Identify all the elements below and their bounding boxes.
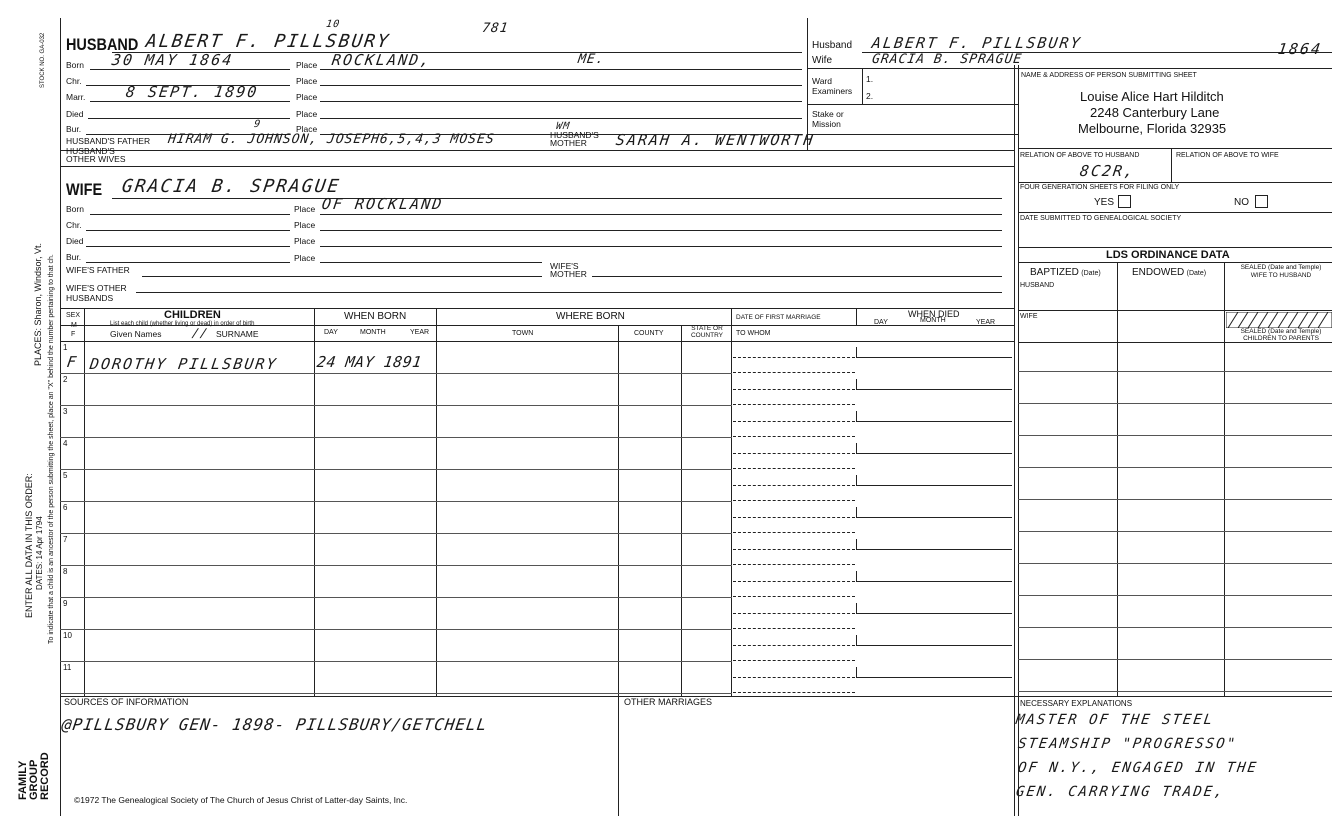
ward-label: Ward bbox=[812, 76, 832, 86]
relation-husband-label: RELATION OF ABOVE TO HUSBAND bbox=[1020, 152, 1140, 159]
date-submitted-label: DATE SUBMITTED TO GENEALOGICAL SOCIETY bbox=[1020, 215, 1182, 222]
day-label: DAY bbox=[324, 329, 338, 336]
state-label: STATE OR COUNTRY bbox=[690, 325, 724, 339]
other-wives-label: HUSBAND'S OTHER WIVES bbox=[66, 146, 126, 164]
husband-born-place: ROCKLAND, bbox=[330, 51, 433, 69]
child-row-divider bbox=[60, 405, 732, 406]
where-born-label: WHERE BORN bbox=[556, 311, 625, 322]
ordinance-row-line bbox=[1018, 691, 1332, 692]
wife-other-husbands-label: WIFE'S OTHER HUSBANDS bbox=[66, 283, 127, 303]
bur-label: Bur. bbox=[66, 124, 82, 134]
to-whom-line bbox=[733, 564, 855, 565]
endowed-label bbox=[1132, 267, 1206, 279]
sex-label: SEX bbox=[66, 312, 81, 319]
wife-born-place: OF ROCKLAND bbox=[320, 195, 445, 213]
died-line bbox=[856, 357, 1012, 358]
to-whom-line bbox=[733, 468, 855, 469]
four-gen-label: FOUR GENERATION SHEETS FOR FILING ONLY bbox=[1020, 184, 1180, 191]
died-line bbox=[856, 389, 1012, 390]
rp-husband-year: 1864 bbox=[1276, 40, 1324, 58]
relation-husband-value: 8C2R, bbox=[1078, 162, 1137, 180]
husband-born-date: 30 MAY 1864 bbox=[110, 51, 235, 69]
husband-name: ALBERT F. PILLSBURY bbox=[144, 31, 392, 52]
to-whom-line bbox=[733, 692, 855, 693]
ordinance-row-line bbox=[1018, 595, 1332, 596]
submitter-name: Louise Alice Hart Hilditch bbox=[1080, 89, 1224, 104]
wife-died-label: Died bbox=[66, 236, 84, 246]
yes-label: YES bbox=[1094, 197, 1115, 208]
husband-code: 781 bbox=[481, 21, 510, 36]
to-whom-line bbox=[733, 596, 855, 597]
endowed-date-sub: (Date) bbox=[1186, 270, 1207, 277]
wife-place-label: Place bbox=[294, 220, 316, 230]
enter-all-note: ENTER ALL DATA IN THIS ORDER: bbox=[24, 473, 34, 618]
child-row-divider bbox=[60, 469, 732, 470]
wife-born-label: Born bbox=[66, 204, 84, 214]
examiners-label: Examiners bbox=[812, 86, 853, 96]
wife-row-label: WIFE bbox=[1020, 313, 1038, 320]
marriage-date-line bbox=[733, 517, 855, 518]
child-row-divider bbox=[60, 501, 732, 502]
child-number: 9 bbox=[63, 599, 68, 608]
died-line bbox=[856, 421, 1012, 422]
child-row-divider bbox=[60, 533, 732, 534]
child-row-divider bbox=[60, 373, 732, 374]
child-number: 11 bbox=[63, 663, 72, 672]
place-label: Place bbox=[296, 109, 318, 119]
other-marriages-label: OTHER MARRIAGES bbox=[624, 697, 713, 707]
born-label: Born bbox=[66, 60, 84, 70]
county-label: COUNTY bbox=[634, 330, 664, 337]
explanation-line-4: GEN. CARRYING TRADE, bbox=[1014, 784, 1226, 800]
explanations-label: NECESSARY EXPLANATIONS bbox=[1020, 699, 1133, 708]
rp-wife-label: Wife bbox=[812, 55, 832, 66]
sealed-hatch bbox=[1226, 312, 1332, 328]
sources-text: @PILLSBURY GEN- 1898- PILLSBURY/GETCHELL bbox=[60, 715, 489, 734]
place-label: Place bbox=[296, 60, 318, 70]
marriage-date: 8 SEPT. 1890 bbox=[124, 83, 260, 101]
died-line bbox=[856, 677, 1012, 678]
ordinance-row-line bbox=[1018, 563, 1332, 564]
died-line bbox=[856, 613, 1012, 614]
chr-label: Chr. bbox=[66, 76, 82, 86]
town-label: TOWN bbox=[512, 330, 534, 337]
to-whom-line bbox=[733, 660, 855, 661]
died-month-label: MONTH bbox=[920, 317, 946, 324]
ordinance-row-line bbox=[1018, 627, 1332, 628]
submitter-label: NAME & ADDRESS OF PERSON SUBMITTING SHEET bbox=[1021, 72, 1197, 79]
surname-label: SURNAME bbox=[216, 329, 259, 339]
died-line bbox=[856, 645, 1012, 646]
husband-label: HUSBAND bbox=[66, 35, 139, 54]
marriage-date-line bbox=[733, 421, 855, 422]
child-row-divider bbox=[60, 693, 732, 694]
explanation-line-2: STEAMSHIP "PROGRESSO" bbox=[1016, 736, 1239, 752]
sex-m-label: M bbox=[71, 322, 77, 329]
submitter-street: 2248 Canterbury Lane bbox=[1090, 105, 1220, 120]
ordinance-row-line bbox=[1018, 467, 1332, 468]
husband-father-name: HIRAM G. JOHNSON, JOSEPH6,5,4,3 MOSES bbox=[167, 132, 496, 147]
baptized-label bbox=[1030, 267, 1101, 279]
marriage-date-line bbox=[733, 581, 855, 582]
baptized-date-sub: (Date) bbox=[1081, 270, 1101, 277]
husband-mother-label: HUSBAND'S MOTHER bbox=[550, 130, 599, 148]
wife-place-label: Place bbox=[294, 236, 316, 246]
to-whom-line bbox=[733, 372, 855, 373]
when-died-label: WHEN DIED bbox=[908, 309, 960, 319]
lds-title: LDS ORDINANCE DATA bbox=[1106, 249, 1230, 261]
marriage-date-line bbox=[733, 613, 855, 614]
ancestor-note: To indicate that a child is an ancestor of the person submitting the sheet, place an "X" behind the number pertaining to that ch. bbox=[48, 254, 55, 644]
rp-wife-name: GRACIA B. SPRAGUE bbox=[871, 52, 1024, 67]
marr-label: Marr. bbox=[66, 92, 86, 102]
month-label: MONTH bbox=[360, 329, 386, 336]
places-note: PLACES: Sharon, Windsor, Vt. bbox=[33, 242, 43, 366]
wife-label: WIFE bbox=[66, 180, 103, 199]
child-row-divider bbox=[60, 597, 732, 598]
marriage-date-line bbox=[733, 485, 855, 486]
dates-note: DATES: 14 Apr 1794 bbox=[35, 516, 44, 590]
wife-chr-label: Chr. bbox=[66, 220, 82, 230]
rp-husband-name: ALBERT F. PILLSBURY bbox=[870, 34, 1083, 52]
yes-checkbox[interactable] bbox=[1118, 195, 1131, 208]
child-sex: F bbox=[65, 353, 80, 371]
child-name: DOROTHY PILLSBURY bbox=[88, 355, 279, 373]
sex-f-label: F bbox=[71, 331, 76, 338]
margin-number: 10 bbox=[325, 19, 341, 30]
marriage-date-line bbox=[733, 677, 855, 678]
year-label: YEAR bbox=[410, 329, 430, 336]
ordinance-row-line bbox=[1018, 403, 1332, 404]
submitter-city: Melbourne, Florida 32935 bbox=[1078, 121, 1227, 136]
died-line bbox=[856, 517, 1012, 518]
child-row-divider bbox=[60, 661, 732, 662]
examiner-1: 1. bbox=[866, 74, 874, 84]
place-label: Place bbox=[296, 76, 318, 86]
died-year-label: YEAR bbox=[976, 319, 996, 326]
place-label: Place bbox=[296, 124, 318, 134]
wife-name: GRACIA B. SPRAGUE bbox=[120, 176, 342, 197]
explanation-line-3: OF N.Y., ENGAGED IN THE bbox=[1016, 760, 1259, 776]
explanation-line-1: MASTER OF THE STEEL bbox=[1014, 712, 1216, 728]
wife-bur-label: Bur. bbox=[66, 252, 82, 262]
ordinance-row-line bbox=[1018, 371, 1332, 372]
examiner-2: 2. bbox=[866, 91, 874, 101]
children-label: CHILDREN bbox=[164, 309, 221, 321]
surname-mark: // bbox=[191, 326, 210, 340]
child-number: 4 bbox=[63, 439, 68, 448]
husband-mother-name: SARAH A. WENTWORTH bbox=[614, 131, 816, 149]
sources-label: SOURCES OF INFORMATION bbox=[64, 697, 189, 707]
endowed-text: ENDOWED bbox=[1132, 267, 1185, 278]
family-group-record-label: FAMILY GROUP RECORD bbox=[17, 752, 51, 800]
to-whom-line bbox=[733, 532, 855, 533]
wife-place-label: Place bbox=[294, 204, 316, 214]
child-number: 10 bbox=[63, 631, 72, 640]
to-whom-line bbox=[733, 404, 855, 405]
to-whom-line bbox=[733, 500, 855, 501]
wife-father-label: WIFE'S FATHER bbox=[66, 265, 130, 275]
children-sub-label: List each child (whether living or dead) in order of birth bbox=[110, 321, 255, 327]
wife-place-label: Place bbox=[294, 253, 316, 263]
bur-mark: 9 bbox=[253, 119, 262, 130]
child-row-divider bbox=[60, 565, 732, 566]
copyright: ©1972 The Genealogical Society of The Church of Jesus Christ of Latter-day Saints, Inc. bbox=[74, 795, 408, 805]
sealed-children-label: SEALED (Date and Temple) CHILDREN TO PARENTS bbox=[1240, 328, 1322, 342]
marriage-date-line bbox=[733, 453, 855, 454]
marriage-date-line bbox=[733, 357, 855, 358]
no-checkbox[interactable] bbox=[1255, 195, 1268, 208]
ordinance-row-line bbox=[1018, 435, 1332, 436]
marriage-date-line bbox=[733, 389, 855, 390]
rp-husband-label: Husband bbox=[812, 40, 853, 51]
stock-number: STOCK NO. GA-032 bbox=[40, 32, 46, 88]
child-number: 5 bbox=[63, 471, 68, 480]
sealed-wife-label: SEALED (Date and Temple) WIFE TO HUSBAND bbox=[1240, 264, 1322, 279]
child-row-divider bbox=[60, 629, 732, 630]
to-whom-line bbox=[733, 436, 855, 437]
ordinance-row-line bbox=[1018, 531, 1332, 532]
husband-father-label: HUSBAND'S FATHER bbox=[66, 136, 151, 146]
ordinance-row-line bbox=[1018, 499, 1332, 500]
husband-row-label: HUSBAND bbox=[1020, 282, 1055, 289]
child-number: 2 bbox=[63, 375, 68, 384]
ordinance-row-line bbox=[1018, 659, 1332, 660]
relation-wife-label: RELATION OF ABOVE TO WIFE bbox=[1176, 152, 1279, 159]
stake-label: Stake or Mission bbox=[812, 109, 844, 129]
wife-mother-label: WIFE'S MOTHER bbox=[550, 261, 587, 279]
died-line bbox=[856, 581, 1012, 582]
child-number: 7 bbox=[63, 535, 68, 544]
no-label: NO bbox=[1234, 197, 1249, 208]
when-born-label: WHEN BORN bbox=[344, 311, 407, 322]
died-line bbox=[856, 453, 1012, 454]
child-number: 6 bbox=[63, 503, 68, 512]
child-number: 3 bbox=[63, 407, 68, 416]
died-label: Died bbox=[66, 109, 84, 119]
baptized-text: BAPTIZED bbox=[1030, 267, 1079, 278]
given-names-label: Given Names bbox=[110, 329, 162, 339]
place-label: Place bbox=[296, 92, 318, 102]
to-whom-line bbox=[733, 628, 855, 629]
husband-born-state: ME. bbox=[577, 52, 606, 67]
first-marriage-label: DATE OF FIRST MARRIAGE bbox=[736, 314, 821, 321]
child-number: 8 bbox=[63, 567, 68, 576]
child-row-divider bbox=[60, 437, 732, 438]
died-day-label: DAY bbox=[874, 319, 888, 326]
died-line bbox=[856, 485, 1012, 486]
to-whom-label: TO WHOM bbox=[736, 330, 771, 337]
marriage-date-line bbox=[733, 549, 855, 550]
husband-father-sup: WM bbox=[555, 121, 571, 132]
marriage-date-line bbox=[733, 645, 855, 646]
child-born-date: 24 MAY 1891 bbox=[315, 353, 424, 371]
child-number: 1 bbox=[63, 343, 68, 352]
died-line bbox=[856, 549, 1012, 550]
